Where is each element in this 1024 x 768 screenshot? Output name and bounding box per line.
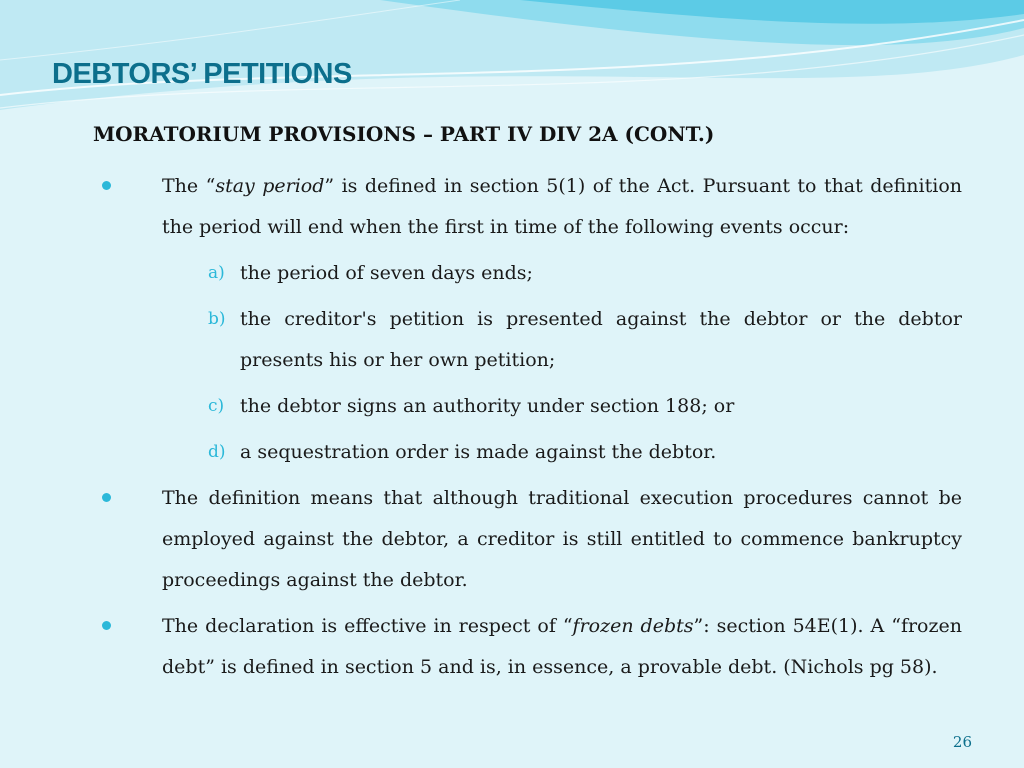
bullet-dot-icon: [102, 493, 111, 502]
bullet-item-stay-period: [100, 166, 962, 248]
bullet-text: The definition means that although traditional execution procedures cannot be employed against the debtor, a creditor is still entitled to commence bankruptcy proceedings against the debtor.: [162, 487, 962, 591]
bullet-text: ”: section 54E(1). A “frozen debt” is defined in section 5 and is, in essence, a provable debt. (Nichols pg 58).: [162, 615, 962, 678]
sub-item-text: the debtor signs an authority under section 188; or: [240, 395, 735, 417]
slide-subtitle: MORATORIUM PROVISIONS – PART IV DIV 2A (CONT.): [93, 122, 715, 146]
sub-item-b: [100, 299, 962, 381]
bullet-emphasis: frozen debts: [572, 615, 694, 637]
page-number: 26: [952, 733, 972, 751]
bullet-text: The declaration is effective in respect of “: [162, 615, 573, 637]
slide-title: DEBTORS’ PETITIONS: [52, 58, 352, 90]
sub-item-text: the period of seven days ends;: [240, 262, 533, 284]
sub-item-marker: d): [208, 442, 226, 462]
bullet-text: The “: [162, 175, 216, 197]
bullet-text: ” is defined in section 5(1) of the Act. Pursuant to that definition the period will end when the first in time of the following events occur:: [162, 175, 963, 238]
sub-item-marker: c): [208, 396, 225, 416]
slide-content: [100, 166, 962, 693]
sub-item-c: [100, 386, 962, 427]
bullet-item-declaration: [100, 606, 962, 688]
bullet-dot-icon: [102, 181, 111, 190]
sub-item-a: [100, 253, 962, 294]
sub-item-text: a sequestration order is made against the debtor.: [240, 441, 717, 463]
sub-item-d: [100, 432, 962, 473]
bullet-emphasis: stay period: [215, 175, 325, 197]
bullet-item-definition: [100, 478, 962, 601]
sub-item-marker: a): [208, 263, 225, 283]
sub-item-marker: b): [208, 309, 226, 329]
bullet-dot-icon: [102, 621, 111, 630]
sub-item-text: the creditor's petition is presented against the debtor or the debtor presents his or her own petition;: [240, 308, 962, 371]
